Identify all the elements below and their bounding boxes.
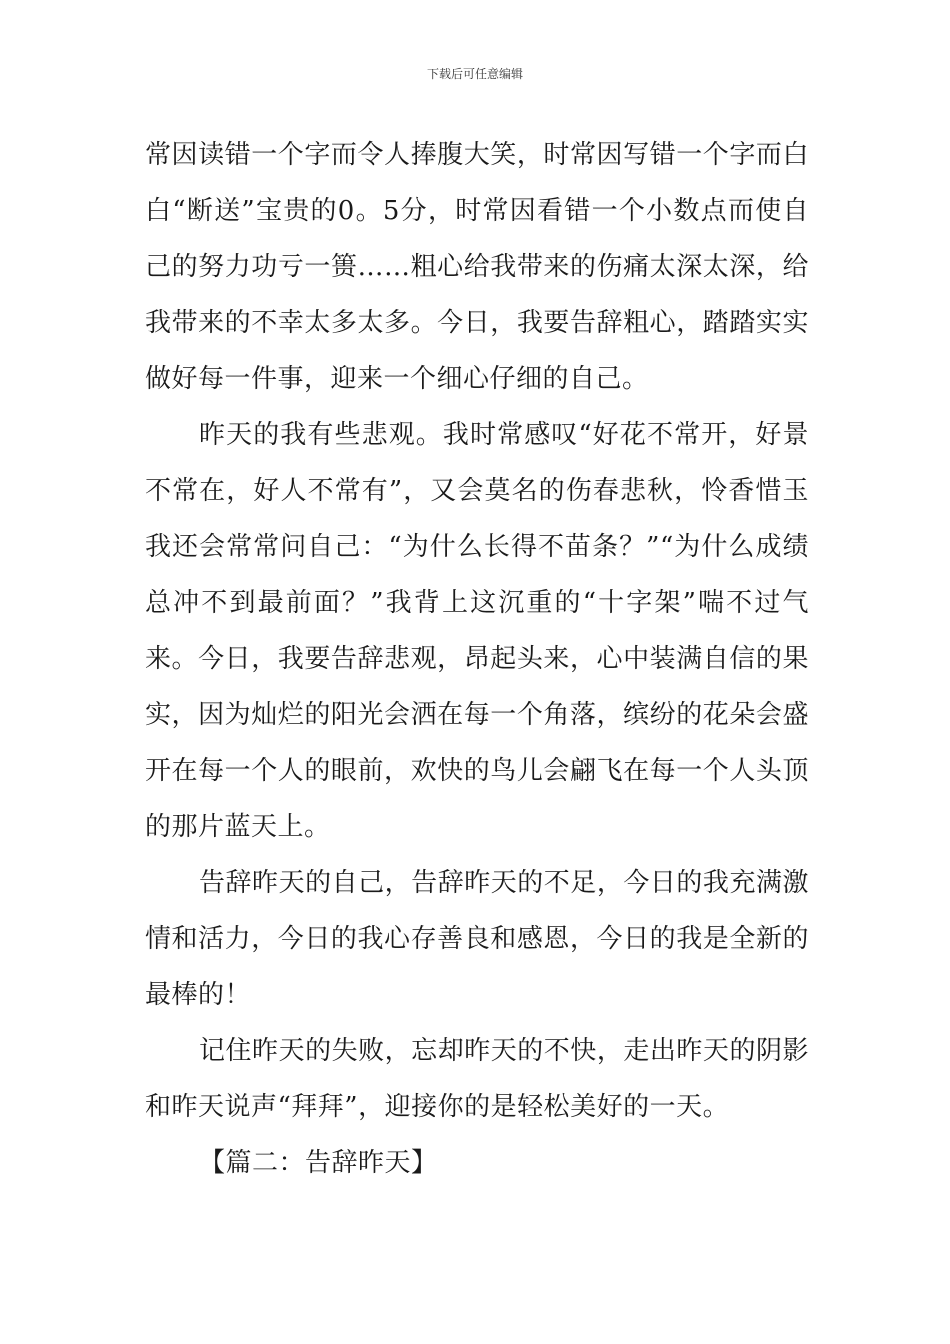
paragraph-1: 常因读错一个字而令人捧腹大笑，时常因写错一个字而白白“断送”宝贵的0。5分，时常因看错一个小数点而使自己的努力功亏一篑……粗心给我带来的伤痛太深太深，给我带来的不幸太多太多。今日，我要告辞粗心，踏踏实实做好每一件事，迎来一个细心仔细的自己。 xyxy=(145,140,809,394)
paragraph-3: 告辞昨天的自己，告辞昨天的不足，今日的我充满激情和活力，今日的我心存善良和感恩，今日的我是全新的最棒的！ xyxy=(145,868,809,1010)
paragraph-4: 记住昨天的失败，忘却昨天的不快，走出昨天的阴影和昨天说声“拜拜”，迎接你的是轻松美好的一天。 xyxy=(145,1036,809,1122)
paragraph-2: 昨天的我有些悲观。我时常感叹“好花不常开，好景不常在，好人不常有”，又会莫名的伤春悲秋，怜香惜玉我还会常常问自己：“为什么长得不苗条？”“为什么成绩总冲不到最前面？”我背上这沉重的“十字架”喘不过气来。今日，我要告辞悲观，昂起头来，心中装满自信的果实，因为灿烂的阳光会洒在每一个角落，缤纷的花朵会盛开在每一个人的眼前，欢快的鸟儿会翩飞在每一个人头顶的那片蓝天上。 xyxy=(145,420,809,842)
section-heading: 【篇二：告辞昨天】 xyxy=(199,1148,438,1178)
page-header-note: 下载后可任意编辑 xyxy=(426,67,523,81)
document-body xyxy=(145,127,809,1191)
